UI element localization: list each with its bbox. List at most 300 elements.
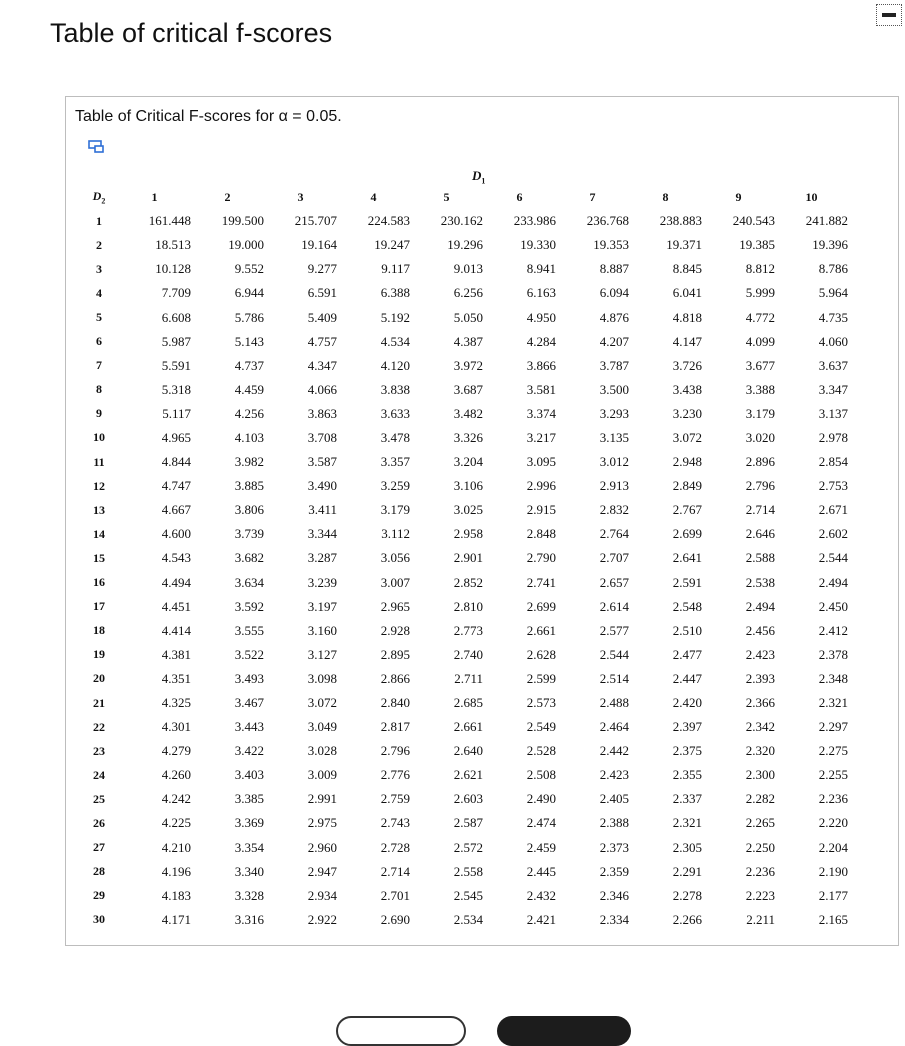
table-cell: 2.236	[818, 791, 848, 807]
table-cell: 3.009	[307, 767, 337, 783]
table-cell: 4.099	[745, 333, 775, 349]
table-cell: 2.236	[745, 863, 775, 879]
table-cell: 5.591	[161, 357, 191, 373]
table-cell: 4.210	[161, 839, 191, 855]
table-cell: 2.545	[453, 887, 483, 903]
table-cell: 2.599	[526, 670, 556, 686]
table-cell: 2.690	[380, 911, 410, 927]
table-cell: 6.094	[599, 285, 629, 301]
table-cell: 2.190	[818, 863, 848, 879]
table-cell: 3.385	[234, 791, 264, 807]
table-cell: 2.773	[453, 622, 483, 638]
table-cell: 4.279	[161, 743, 191, 759]
row-label: 6	[96, 334, 102, 349]
table-cell: 3.197	[307, 598, 337, 614]
row-label: 29	[93, 888, 105, 903]
table-cell: 3.160	[307, 622, 337, 638]
table-cell: 2.464	[599, 719, 629, 735]
table-cell: 4.414	[161, 622, 191, 638]
row-label: 30	[93, 912, 105, 927]
table-row	[80, 667, 848, 691]
table-cell: 2.947	[307, 863, 337, 879]
table-cell: 2.342	[745, 719, 775, 735]
table-cell: 19.000	[228, 237, 264, 253]
table-cell: 2.544	[818, 550, 848, 566]
table-cell: 2.996	[526, 478, 556, 494]
table-cell: 3.127	[307, 646, 337, 662]
table-cell: 2.265	[745, 815, 775, 831]
table-cell: 2.474	[526, 815, 556, 831]
table-cell: 3.482	[453, 405, 483, 421]
table-cell: 2.591	[672, 574, 702, 590]
table-cell: 2.490	[526, 791, 556, 807]
column-header: 7	[589, 189, 596, 204]
table-cell: 3.347	[818, 381, 848, 397]
row-label: 5	[96, 310, 102, 325]
table-cell: 2.405	[599, 791, 629, 807]
table-cell: 2.928	[380, 622, 410, 638]
table-row	[80, 715, 848, 739]
table-cell: 3.357	[380, 454, 410, 470]
table-cell: 2.300	[745, 767, 775, 783]
table-cell: 2.714	[380, 863, 410, 879]
table-cell: 2.741	[526, 574, 556, 590]
table-cell: 4.171	[161, 911, 191, 927]
table-cell: 2.393	[745, 670, 775, 686]
table-cell: 2.355	[672, 767, 702, 783]
table-cell: 6.388	[380, 285, 410, 301]
table-cell: 4.301	[161, 719, 191, 735]
table-cell: 4.066	[307, 381, 337, 397]
table-cell: 3.838	[380, 381, 410, 397]
table-panel	[65, 96, 899, 946]
table-cell: 2.577	[599, 622, 629, 638]
table-cell: 2.699	[526, 598, 556, 614]
table-cell: 2.948	[672, 454, 702, 470]
table-cell: 2.978	[818, 429, 848, 445]
table-cell: 4.543	[161, 550, 191, 566]
column-header: 10	[805, 189, 818, 204]
table-cell: 3.340	[234, 863, 264, 879]
table-cell: 3.239	[307, 574, 337, 590]
table-cell: 2.852	[453, 574, 483, 590]
table-cell: 2.714	[745, 502, 775, 518]
table-cell: 8.786	[818, 261, 848, 277]
table-row	[80, 908, 848, 932]
row-label: 28	[93, 864, 105, 879]
table-cell: 3.863	[307, 405, 337, 421]
table-cell: 3.787	[599, 357, 629, 373]
table-row	[80, 305, 848, 329]
table-cell: 2.321	[672, 815, 702, 831]
table-row	[80, 595, 848, 619]
table-cell: 2.378	[818, 646, 848, 662]
table-cell: 4.260	[161, 767, 191, 783]
table-cell: 3.885	[234, 478, 264, 494]
table-cell: 2.421	[526, 911, 556, 927]
table-cell: 3.369	[234, 815, 264, 831]
table-cell: 2.346	[599, 887, 629, 903]
row-label: 4	[96, 285, 102, 300]
table-cell: 19.396	[812, 237, 848, 253]
table-cell: 2.412	[818, 622, 848, 638]
table-cell: 3.467	[234, 695, 264, 711]
table-cell: 4.735	[818, 309, 848, 325]
table-cell: 4.667	[161, 502, 191, 518]
copy-icon[interactable]	[88, 140, 106, 154]
table-cell: 2.958	[453, 526, 483, 542]
table-cell: 2.895	[380, 646, 410, 662]
table-row	[80, 571, 848, 595]
table-cell: 2.657	[599, 574, 629, 590]
table-row	[80, 884, 848, 908]
table-cell: 2.711	[454, 670, 483, 686]
table-cell: 9.117	[381, 261, 410, 277]
table-row	[80, 691, 848, 715]
minimize-button[interactable]	[876, 4, 902, 26]
table-cell: 4.347	[307, 357, 337, 373]
table-cell: 4.844	[161, 454, 191, 470]
table-cell: 2.177	[818, 887, 848, 903]
d2-header: $D_2$	[92, 188, 106, 206]
table-row	[80, 522, 848, 546]
table-row	[80, 811, 848, 835]
table-row	[80, 402, 848, 426]
table-cell: 3.316	[234, 911, 264, 927]
table-row	[80, 257, 848, 281]
table-cell: 4.120	[380, 357, 410, 373]
table-cell: 3.204	[453, 454, 483, 470]
table-row	[80, 619, 848, 643]
table-cell: 2.266	[672, 911, 702, 927]
table-cell: 3.230	[672, 405, 702, 421]
table-cell: 5.117	[162, 405, 191, 421]
row-label: 14	[93, 526, 105, 541]
table-row	[80, 860, 848, 884]
table-row	[80, 233, 848, 257]
table-cell: 2.588	[745, 550, 775, 566]
table-cell: 3.493	[234, 670, 264, 686]
table-cell: 4.600	[161, 526, 191, 542]
table-cell: 2.528	[526, 743, 556, 759]
table-cell: 2.764	[599, 526, 629, 542]
table-cell: 2.494	[745, 598, 775, 614]
table-cell: 3.020	[745, 429, 775, 445]
table-cell: 3.049	[307, 719, 337, 735]
table-cell: 9.013	[453, 261, 483, 277]
row-label: 8	[96, 382, 102, 397]
column-header: 3	[297, 189, 304, 204]
table-cell: 2.849	[672, 478, 702, 494]
table-cell: 3.634	[234, 574, 264, 590]
table-cell: 2.447	[672, 670, 702, 686]
table-cell: 3.112	[381, 526, 410, 542]
table-cell: 2.388	[599, 815, 629, 831]
table-cell: 3.137	[818, 405, 848, 421]
table-row	[80, 546, 848, 570]
table-cell: 5.409	[307, 309, 337, 325]
table-row	[80, 450, 848, 474]
table-cell: 3.438	[672, 381, 702, 397]
table-cell: 2.275	[818, 743, 848, 759]
table-cell: 3.522	[234, 646, 264, 662]
table-cell: 3.388	[745, 381, 775, 397]
table-cell: 19.385	[739, 237, 775, 253]
table-cell: 4.183	[161, 887, 191, 903]
row-label: 2	[96, 237, 102, 252]
table-cell: 3.592	[234, 598, 264, 614]
table-cell: 2.544	[599, 646, 629, 662]
secondary-button[interactable]	[336, 1016, 466, 1046]
table-cell: 3.726	[672, 357, 702, 373]
table-cell: 3.677	[745, 357, 775, 373]
primary-button[interactable]	[497, 1016, 631, 1046]
table-cell: 2.305	[672, 839, 702, 855]
table-cell: 2.250	[745, 839, 775, 855]
row-label: 26	[93, 815, 105, 830]
table-cell: 8.887	[599, 261, 629, 277]
table-cell: 2.223	[745, 887, 775, 903]
row-label: 15	[93, 550, 105, 565]
table-cell: 3.135	[599, 429, 629, 445]
table-cell: 2.661	[453, 719, 483, 735]
column-header: 6	[516, 189, 523, 204]
table-cell: 2.621	[453, 767, 483, 783]
table-cell: 2.459	[526, 839, 556, 855]
row-label: 20	[93, 671, 105, 686]
table-cell: 2.508	[526, 767, 556, 783]
minimize-icon	[882, 13, 896, 17]
table-cell: 6.041	[672, 285, 702, 301]
table-cell: 2.810	[453, 598, 483, 614]
table-cell: 2.334	[599, 911, 629, 927]
row-label: 1	[96, 213, 102, 228]
table-cell: 3.007	[380, 574, 410, 590]
table-cell: 3.072	[307, 695, 337, 711]
row-label: 12	[93, 478, 105, 493]
table-cell: 2.661	[526, 622, 556, 638]
table-cell: 19.296	[447, 237, 483, 253]
table-cell: 2.548	[672, 598, 702, 614]
table-cell: 19.371	[666, 237, 702, 253]
table-cell: 5.318	[161, 381, 191, 397]
table-cell: 2.646	[745, 526, 775, 542]
row-label: 9	[96, 406, 102, 421]
table-cell: 4.965	[161, 429, 191, 445]
table-cell: 4.757	[307, 333, 337, 349]
table-cell: 3.056	[380, 550, 410, 566]
table-cell: 224.583	[367, 213, 410, 229]
table-cell: 2.915	[526, 502, 556, 518]
table-cell: 19.353	[593, 237, 629, 253]
row-label: 21	[93, 695, 105, 710]
row-label: 17	[93, 599, 105, 614]
table-cell: 7.709	[161, 285, 191, 301]
table-cell: 2.767	[672, 502, 702, 518]
table-cell: 2.397	[672, 719, 702, 735]
table-cell: 233.986	[513, 213, 556, 229]
table-cell: 3.443	[234, 719, 264, 735]
table-cell: 3.739	[234, 526, 264, 542]
table-cell: 3.012	[599, 454, 629, 470]
table-cell: 6.591	[307, 285, 337, 301]
table-cell: 5.143	[234, 333, 264, 349]
table-cell: 2.297	[818, 719, 848, 735]
table-caption: Table of Critical F-scores for α = 0.05.	[75, 108, 342, 125]
table-cell: 2.572	[453, 839, 483, 855]
table-cell: 3.982	[234, 454, 264, 470]
table-cell: 2.510	[672, 622, 702, 638]
table-cell: 2.975	[307, 815, 337, 831]
row-label: 19	[93, 647, 105, 662]
table-cell: 6.608	[161, 309, 191, 325]
table-cell: 3.555	[234, 622, 264, 638]
table-cell: 2.278	[672, 887, 702, 903]
table-cell: 4.772	[745, 309, 775, 325]
table-cell: 18.513	[155, 237, 191, 253]
table-cell: 3.866	[526, 357, 556, 373]
table-cell: 2.494	[818, 574, 848, 590]
table-cell: 2.728	[380, 839, 410, 855]
table-cell: 4.381	[161, 646, 191, 662]
table-cell: 2.640	[453, 743, 483, 759]
row-label: 22	[93, 719, 105, 734]
table-cell: 2.701	[380, 887, 410, 903]
table-cell: 2.671	[818, 502, 848, 518]
table-cell: 4.103	[234, 429, 264, 445]
table-cell: 3.217	[526, 429, 556, 445]
table-cell: 2.220	[818, 815, 848, 831]
table-cell: 2.320	[745, 743, 775, 759]
row-label: 16	[93, 575, 105, 590]
table-cell: 2.840	[380, 695, 410, 711]
table-cell: 3.587	[307, 454, 337, 470]
d1-header: $D_1$	[472, 168, 486, 186]
table-cell: 8.845	[672, 261, 702, 277]
table-cell: 2.211	[746, 911, 775, 927]
table-cell: 3.354	[234, 839, 264, 855]
table-row	[80, 739, 848, 763]
table-cell: 9.552	[234, 261, 264, 277]
table-row	[80, 836, 848, 860]
table-cell: 2.776	[380, 767, 410, 783]
table-cell: 2.796	[745, 478, 775, 494]
table-cell: 2.456	[745, 622, 775, 638]
table-cell: 2.477	[672, 646, 702, 662]
row-label: 10	[93, 430, 105, 445]
column-header: 5	[443, 189, 450, 204]
table-cell: 2.817	[380, 719, 410, 735]
table-cell: 4.147	[672, 333, 702, 349]
table-cell: 2.614	[599, 598, 629, 614]
table-cell: 3.028	[307, 743, 337, 759]
table-cell: 3.179	[745, 405, 775, 421]
table-cell: 3.478	[380, 429, 410, 445]
table-cell: 2.534	[453, 911, 483, 927]
table-row	[80, 354, 848, 378]
column-header: 4	[370, 189, 377, 204]
table-cell: 2.291	[672, 863, 702, 879]
table-cell: 2.753	[818, 478, 848, 494]
table-row	[80, 787, 848, 811]
table-cell: 4.387	[453, 333, 483, 349]
row-label: 24	[93, 767, 105, 782]
table-cell: 2.359	[599, 863, 629, 879]
table-cell: 2.375	[672, 743, 702, 759]
table-cell: 3.179	[380, 502, 410, 518]
row-label: 25	[93, 791, 105, 806]
table-cell: 4.737	[234, 357, 264, 373]
table-cell: 3.490	[307, 478, 337, 494]
table-cell: 3.098	[307, 670, 337, 686]
table-cell: 2.759	[380, 791, 410, 807]
table-cell: 2.445	[526, 863, 556, 879]
table-cell: 2.848	[526, 526, 556, 542]
table-cell: 2.538	[745, 574, 775, 590]
table-cell: 2.321	[818, 695, 848, 711]
table-cell: 3.411	[308, 502, 337, 518]
table-cell: 3.025	[453, 502, 483, 518]
table-cell: 3.287	[307, 550, 337, 566]
table-cell: 2.165	[818, 911, 848, 927]
table-cell: 2.204	[818, 839, 848, 855]
column-header: 1	[151, 189, 158, 204]
table-row	[80, 498, 848, 522]
table-cell: 3.972	[453, 357, 483, 373]
table-cell: 3.682	[234, 550, 264, 566]
table-cell: 3.326	[453, 429, 483, 445]
table-cell: 5.987	[161, 333, 191, 349]
row-label: 11	[93, 454, 105, 469]
table-cell: 3.293	[599, 405, 629, 421]
row-label: 27	[93, 840, 105, 855]
table-row	[80, 378, 848, 402]
table-cell: 3.344	[307, 526, 337, 542]
table-cell: 2.366	[745, 695, 775, 711]
table-cell: 2.558	[453, 863, 483, 879]
table-cell: 4.060	[818, 333, 848, 349]
table-cell: 2.790	[526, 550, 556, 566]
table-cell: 5.999	[745, 285, 775, 301]
table-cell: 2.896	[745, 454, 775, 470]
table-cell: 2.255	[818, 767, 848, 783]
table-cell: 238.883	[659, 213, 702, 229]
table-cell: 3.374	[526, 405, 556, 421]
table-cell: 2.965	[380, 598, 410, 614]
table-cell: 236.768	[586, 213, 629, 229]
table-cell: 2.832	[599, 502, 629, 518]
table-cell: 2.743	[380, 815, 410, 831]
table-cell: 4.256	[234, 405, 264, 421]
table-cell: 2.587	[453, 815, 483, 831]
table-cell: 5.050	[453, 309, 483, 325]
table-cell: 2.488	[599, 695, 629, 711]
table-cell: 6.256	[453, 285, 483, 301]
table-cell: 3.422	[234, 743, 264, 759]
table-cell: 4.876	[599, 309, 629, 325]
table-cell: 199.500	[221, 213, 264, 229]
table-cell: 4.534	[380, 333, 410, 349]
table-cell: 230.162	[440, 213, 483, 229]
table-cell: 4.207	[599, 333, 629, 349]
row-label: 3	[96, 261, 102, 276]
table-cell: 2.423	[599, 767, 629, 783]
row-label: 18	[93, 623, 105, 638]
table-cell: 3.633	[380, 405, 410, 421]
table-row	[80, 643, 848, 667]
table-cell: 4.747	[161, 478, 191, 494]
table-cell: 8.941	[526, 261, 556, 277]
